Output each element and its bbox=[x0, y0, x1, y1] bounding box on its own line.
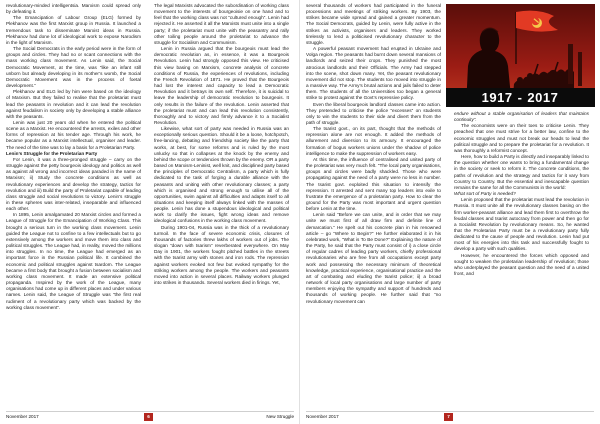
page-number: 6 bbox=[144, 413, 153, 421]
paragraph: At this time, the influence of centralised and united party of the proletariat was very much felt. “The local party organisations, groups and circles were badly shackled. Those who were propagating against the need of a party were no less in number. The tsarist govt. exploited this situation to intensify the repression. It arrested and sent many top leaders into exile to frustrate the emergence of a proletarian party. How to clear the ground for the Party was most important and urgent question before Lenin at the time. bbox=[306, 156, 441, 212]
svg-text:1917-2017 bbox=[482, 90, 559, 105]
paragraph: Likewise, what sort of party was needed in Russia was an exceptionally serious question. Should it be a loose, hotchpotch, free-lancing, debating and friendship society like the party that works, at best, for some reforms and is ruled by the most unlucky so that in collapses at the knock by the enemy and behind the scope or tendencies thrown by the enemy. OR a party based on Marxism-Leninist, well knit, and disciplined party based the principles of Democratic Centralism, a party which is fully dedicated to the task of forging a durable alliance with the peasants and uniting with other revolutionary classes; a party which is organised and strong enough to utilise all of the opportunities, swim against all difficulties and adapts itself to all situations and keeping itself always linked with the masses of people. Lenin has done a stupendous ideological and political work to clarify the issues, fight wrong ideas and remove ideological confusions in the working class movement. bbox=[154, 126, 289, 224]
right-footer bbox=[306, 411, 594, 422]
text-column-3 bbox=[306, 3, 441, 410]
paragraph: The Emancipation of Labour Group (ELG) formed by Plekhanov was the first Marxist group in Russia. It launched a tremendous task to disseminate Marxist ideas in Russia. Plekhanov had done lot of ideological work to expose Narodism in the light of Marxism. bbox=[6, 15, 141, 45]
paragraph: What sort of Party is needed? bbox=[454, 191, 516, 197]
paragraph: Lenin said “Before we can unite, and in order that we may unite we must first of all draw firm and definite line of demarcation.” He spelt out his concrete plan in his renowned article – go “Where to Begin?” He further elaborated it in his celebrated work, “What is To Be Done?” Explaining the nature of the Party, he said that the Party must consist of i) a close circle of regular cadres of leading party workers, chiefly professional revolutionaries who are free from all occupations except party work and possessing the necessary minimum of theoretical knowledge, practical experience, organisational practice and the art of combating and eluding the tsarist police; ii) a broad network of local party organisations and large number of party members enjoying the sympathy and support of hundreds and thousands of working people. He further said that “no revolutionary movement can bbox=[306, 212, 441, 304]
footer-date: November 2017 bbox=[306, 414, 339, 419]
paragraph: endure without a stable organisation of leaders that maintains continuity”. bbox=[454, 111, 589, 123]
paragraph: revolutionary-minded intelligentsia. Marxism could spread only by defeating it. bbox=[6, 3, 141, 15]
revolution-artwork bbox=[446, 4, 595, 107]
paragraph: Even the liberal bourgeois landlord classes came into action. They pretended to criticise the police “excesses” on students only to win the students to their side and divert them from the path of struggle. bbox=[306, 101, 441, 125]
left-footer bbox=[6, 411, 294, 422]
paragraph: In 1895, Lenin amalgamated 20 Marxist circles and formed a League of Struggle for the Emancipation of Working Class. This brought a serious turn in the working class movement. Lenin guided the League not to confine to a few intellectuals but to go extensively among the workers and move them into class and political struggles. The League had, in reality, moved the millions into struggles. In no time, the League had emerged as an important force in the Russian political life. It combined the economic and political struggles against tsardom. The League became a first body that brought a fusion between socialism and working class movement. It made an extensive political propaganda. Inspired by the work of the League, many organisations had come up in different places and under various names. Lenin said, the League of Struggle was “the first real rudiment of a revolutionary party which was backed by the working class movement”. bbox=[6, 212, 141, 310]
paragraph: The legal Marxists advocated the subordination of working class movement to the interests of bourgeoisie on one hand and to feel that the working class was not “cultured enough”. Lenin had rejected it. He asserted it all the Marxists must unite into a single party; if the proletariat must unite with the peasantry and rally other toiling people around the proletariat to advance the struggle for Socialism and Communism. bbox=[154, 3, 289, 45]
text-column-4 bbox=[454, 111, 589, 410]
magazine-name: New Struggle bbox=[266, 414, 294, 419]
paragraph: The economists were on their toes to criticise Lenin. They preached that one must strive for a better law, confine to the economic struggles and must not break our heads to lead the political struggle and to prepare the proletariat for a revolution. It was thoroughly a reformist concept. bbox=[454, 123, 589, 153]
paragraph: Here, how to build a Party is directly and inseparably linked to the question whether one wants to bring a fundamental change in the society or seek to reform it. The concrete conditions, the paths of revolution and the strategy and tactics for it vary from Country to Country. But the essential and inescapable question remains the same for all the Communists in the world: bbox=[454, 154, 589, 190]
paragraph: several thousands of workers had participated in the funeral processions and meetings of striking workers. By 1903, the strikes became wide spread and gained a greater momentum. The Social Democrats, guided by Lenin, were fully active in the strikes as activists, organisers and leaders. They worked tirelessly to lend a politicised revolutionary character to the struggle. bbox=[306, 3, 441, 45]
paragraph: Lenin proposed that the proletariat must lead the revolution in Russia. It must unite all the revolutionary classes basing on the firm worker-peasant alliance and lead them first to overthrow the feudal classes and tsarist autocracy from power and then go for a Socialist Revolution by revolutionary means. So, he wanted that the Proletarian Party must be a revolutionary party fully dedicated to the cause of people and revolution. Lenin had put most of his energies into this task and successfully fought to develop a party with such qualities. bbox=[454, 197, 589, 252]
paragraph: The tsarist govt., on its part, thought that the methods of repression alone are not enough. It added the methods of allurement and diversion to its armoury. It encouraged the formation of bogus workers unions under the shadow of police intelligence to make the suppression of workers easy. bbox=[306, 126, 441, 156]
page-number: 7 bbox=[444, 413, 453, 421]
text-column-1 bbox=[6, 3, 141, 410]
anniversary-banner-image bbox=[446, 4, 595, 107]
paragraph: The Social Democrats in the early period were in the form of groups and circles. They had no or scant connections with the mass working class movement. As Lenin said, the Social Democratic Movement, at the time, was “like an infant still unborn but already developing in its mother’s womb, the Social Democratic Movement was in the process of foetal development.” bbox=[6, 46, 141, 89]
year-dash: - bbox=[517, 90, 523, 105]
paragraph: A powerful peasant movement had erupted in Ukraine and Volga region. The peasants had burnt down several mansions of landlords and seized their crops. They punished the most atrocious landlords and their Officials. The Army had stepped into the scene, shot down many. Yet, the peasant revolutionary movement did not stop. The students too moved into struggle in a massive way. The Army’s brutal actions and jails failed to deter them. The students of all the Universities too began a general strike to protest against the Govt’s repressive policy. bbox=[306, 46, 441, 101]
section-heading: Lenin’s Struggle for the Proletarian Party bbox=[6, 150, 98, 156]
paragraph: During 1901-04, Russia was in the thick of a revolutionary turmoil. In the face of severe economic crisis, closures of thousands of factories threw lakhs of workers out of jobs. The slogan “down with tsarism” reverberated everywhere. On May Day in 1901, the workers fought pitched battles in the streets with the tsarist army with stones and iron rods. The repression against workers evoked not few but evoked sympathy for the striking workers among the people. The workers and peasants moved into action in several places. Railway workers plunged into strikes in thousands. Several workers died in firings. Yet, bbox=[154, 224, 289, 286]
footer-date: November 2017 bbox=[6, 414, 39, 419]
paragraph: Plekhanov and ELG led by him were based on the ideology of Marxism. But they failed to realise that the proletariat must lead the peasants in revolution and it can lead the revolution against feudalism in society only by developing a stable alliance with the peasants. bbox=[6, 89, 141, 119]
paragraph: However, he encountered the forces which opposed and sought to weaken the proletarian leadership of revolution; those who underplayed the peasant question and the need of a united front, and bbox=[454, 252, 589, 277]
year-end: 2017 bbox=[527, 90, 559, 105]
right-page bbox=[300, 0, 600, 424]
paragraph: Lenin in Russia argued that the bourgeois must lead the democratic revolution as, in essence, it was a Bourgeois Revolution. Lenin had strongly opposed this view. He criticised this view basing on Marxism, concrete analysis of concrete conditions of Russia, the experiences of revolutions, including the French Revolution of 1871. He proved that the Bourgeois had lost the interest and capacity to lead a Democratic Revolution and it betrays its own self. Therefore, it is suicidal to leave the leadership of democratic revolution to bourgeois. It only results in the failure of the revolution. Lenin asserted that the proletariat must and can lead this revolution consistently, thoroughly and to victory and firmly advance it to a Socialist Revolution. bbox=[154, 46, 289, 125]
paragraph: For Lenin, it was a three-pronged struggle – carry on the struggle against the petty bourgeois ideology and politics as well as against all wrong and incorrect ideas paraded in the name of Marxism; ii) Study the concrete conditions as well as revolutionary experiences and develop the strategy, tactics for revolution and iii) Build the party of Proletariat capable of leading class struggle and social revolutions to victory. Lenin’s struggle in these spheres was inter-related, inseparable and influenced each other. bbox=[6, 156, 141, 212]
year-start: 1917 bbox=[481, 90, 513, 105]
text-column-2 bbox=[154, 3, 289, 410]
paragraph: Lenin was just 20 years old when he entered the political scene as a Marxist. He encountered the arrests, exiles and other forms of repression at his tender age. Through his work, he became popular as a Marxist intellectual, organiser and leader. The need of the time was to lay a basis for a Proletarian Party. bbox=[6, 119, 141, 150]
